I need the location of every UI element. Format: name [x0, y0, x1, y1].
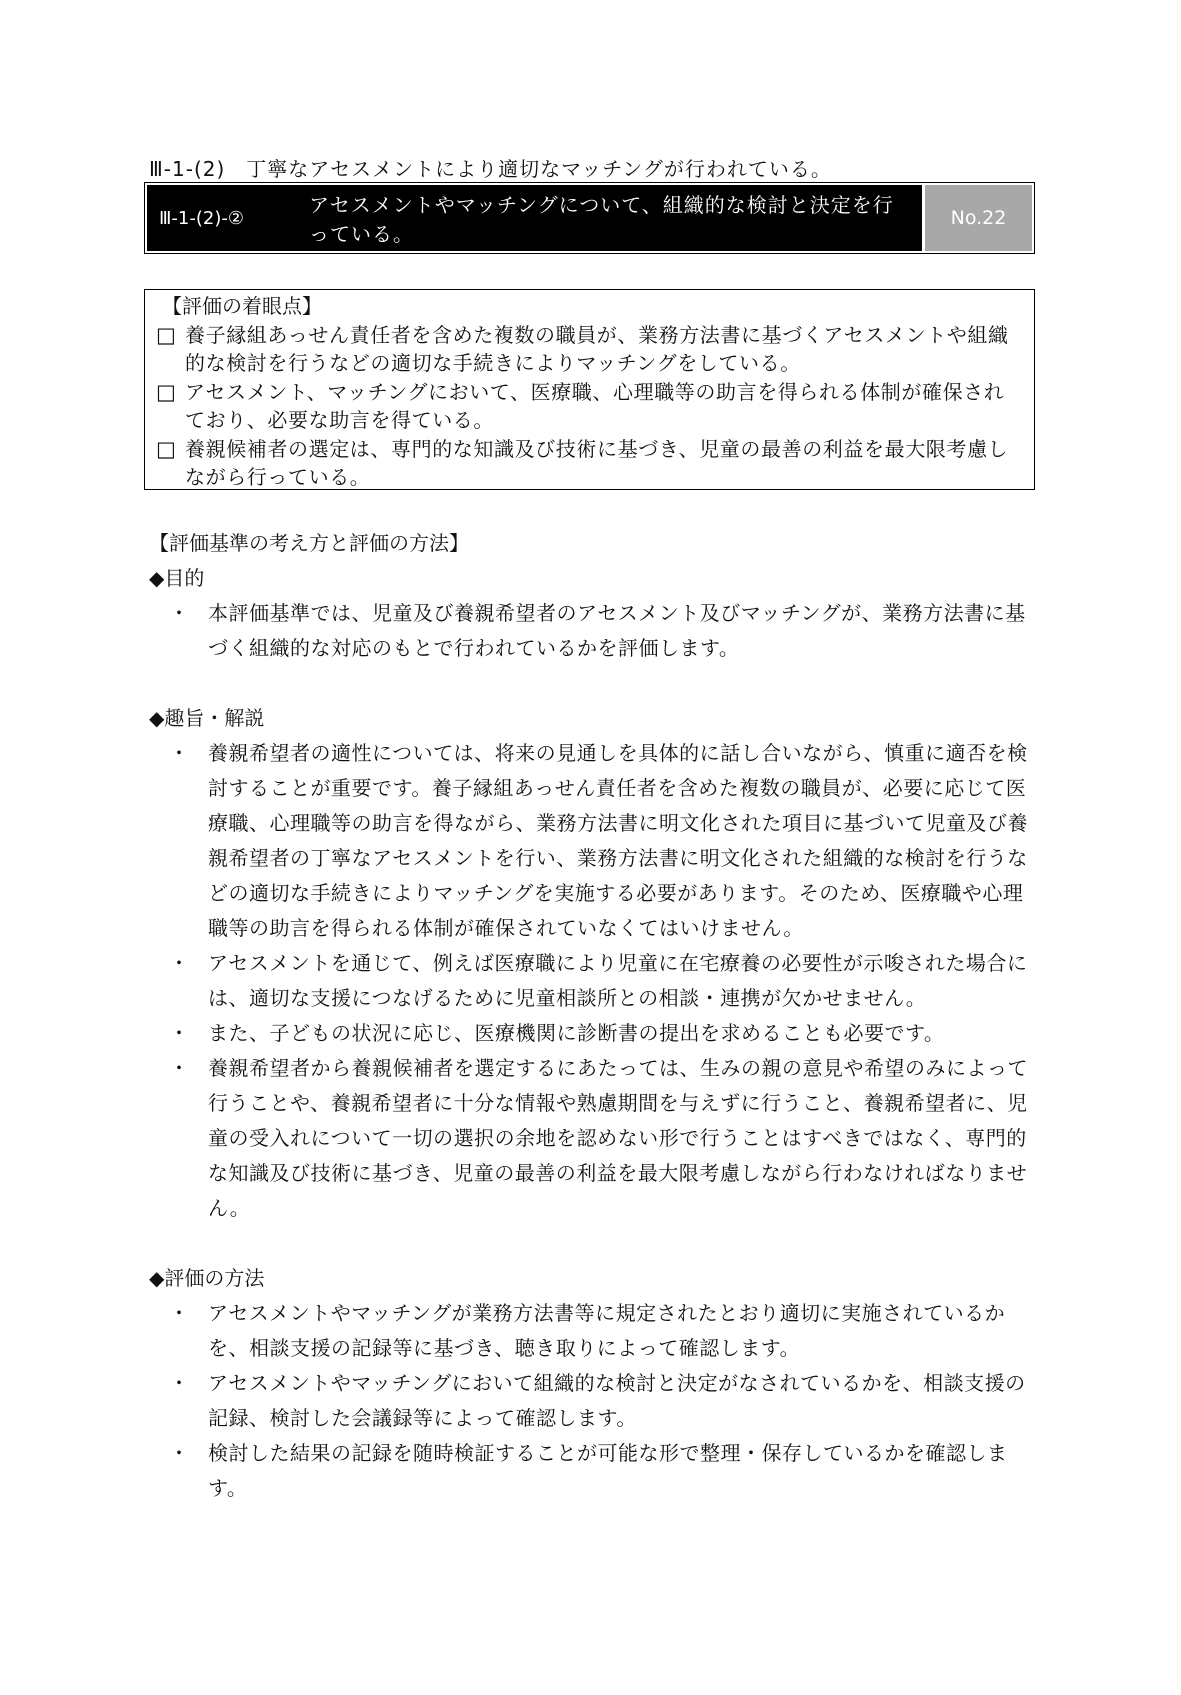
checkbox-icon: □	[156, 436, 176, 461]
item-number: No.22	[922, 185, 1032, 251]
item-title: アセスメントやマッチングについて、組織的な検討と決定を行っている。	[297, 185, 922, 251]
method-bullet	[149, 1296, 1035, 1366]
bullet-text: アセスメントを通じて、例えば医療職により児童に在宅療養の必要性が示唆された場合には、適切な支援につなげるために児童相談所との相談・連携が欠かせません。	[208, 951, 1028, 1010]
criteria-section	[149, 526, 1035, 1506]
purpose-bullet	[149, 596, 1035, 666]
viewpoints-label: 【評価の着眼点】	[162, 294, 322, 318]
item-id: Ⅲ-1-(2)-②	[147, 185, 297, 251]
viewpoint-item	[156, 378, 1024, 435]
viewpoint-text: アセスメント、マッチングにおいて、医療職、心理職等の助言を得られる体制が確保されており、必要な助言を得ている。	[185, 379, 1005, 432]
purpose-heading: ◆目的	[149, 566, 205, 590]
method-bullet	[149, 1436, 1035, 1506]
method-bullet	[149, 1366, 1035, 1436]
method-heading: ◆評価の方法	[149, 1266, 265, 1290]
explanation-heading: ◆趣旨・解説	[149, 706, 265, 730]
viewpoint-item	[156, 435, 1024, 492]
bullet-icon: ・	[169, 601, 189, 625]
bullet-text: 養親希望者の適性については、将来の見通しを具体的に話し合いながら、慎重に適否を検討することが重要です。養子縁組あっせん責任者を含めた複数の職員が、必要に応じて医療職、心理職等の助言を得ながら、業務方法書に明文化された項目に基づいて児童及び養親希望者の丁寧なアセスメントを行い、業務方法書に明文化された組織的な検討を行うなどの適切な手続きによりマッチングを実施する必要があります。そのため、医療職や心理職等の助言を得られる体制が確保されていなくてはいけません。	[208, 741, 1028, 940]
bullet-text: 本評価基準では、児童及び養親希望者のアセスメント及びマッチングが、業務方法書に基づく組織的な対応のもとで行われているかを評価します。	[208, 601, 1026, 660]
explanation-bullet	[149, 946, 1035, 1016]
section-heading: Ⅲ-1-(2) 丁寧なアセスメントにより適切なマッチングが行われている。	[149, 157, 832, 181]
checkbox-icon: □	[156, 379, 176, 404]
bullet-text: アセスメントやマッチングが業務方法書等に規定されたとおり適切に実施されているかを、相談支援の記録等に基づき、聴き取りによって確認します。	[208, 1301, 1006, 1360]
checkbox-icon: □	[156, 322, 176, 347]
explanation-bullet	[149, 736, 1035, 946]
bullet-text: アセスメントやマッチングにおいて組織的な検討と決定がなされているかを、相談支援の記録、検討した会議録等によって確認します。	[208, 1371, 1026, 1430]
bullet-icon: ・	[169, 1371, 189, 1395]
item-header	[144, 182, 1035, 254]
bullet-icon: ・	[169, 1021, 189, 1045]
bullet-icon: ・	[169, 1056, 189, 1080]
criteria-heading: 【評価基準の考え方と評価の方法】	[149, 531, 469, 555]
bullet-icon: ・	[169, 741, 189, 765]
explanation-bullet	[149, 1051, 1035, 1226]
bullet-icon: ・	[169, 1301, 189, 1325]
explanation-bullet	[149, 1016, 1035, 1051]
bullet-text: 検討した結果の記録を随時検証することが可能な形で整理・保存しているかを確認します。	[208, 1441, 1008, 1500]
bullet-text: また、子どもの状況に応じ、医療機関に診断書の提出を求めることも必要です。	[208, 1021, 945, 1045]
viewpoint-text: 養子縁組あっせん責任者を含めた複数の職員が、業務方法書に基づくアセスメントや組織的な検討を行うなどの適切な手続きによりマッチングをしている。	[185, 322, 1009, 375]
viewpoints-box	[144, 289, 1035, 490]
bullet-text: 養親希望者から養親候補者を選定するにあたっては、生みの親の意見や希望のみによって行うことや、養親希望者に十分な情報や熟慮期間を与えずに行うこと、養親希望者に、児童の受入れについて一切の選択の余地を認めない形で行うことはすべきではなく、専門的な知識及び技術に基づき、児童の最善の利益を最大限考慮しながら行わなければなりません。	[208, 1056, 1028, 1220]
bullet-icon: ・	[169, 951, 189, 975]
bullet-icon: ・	[169, 1441, 189, 1465]
viewpoint-text: 養親候補者の選定は、専門的な知識及び技術に基づき、児童の最善の利益を最大限考慮しながら行っている。	[185, 436, 1009, 489]
viewpoint-item	[156, 321, 1024, 378]
